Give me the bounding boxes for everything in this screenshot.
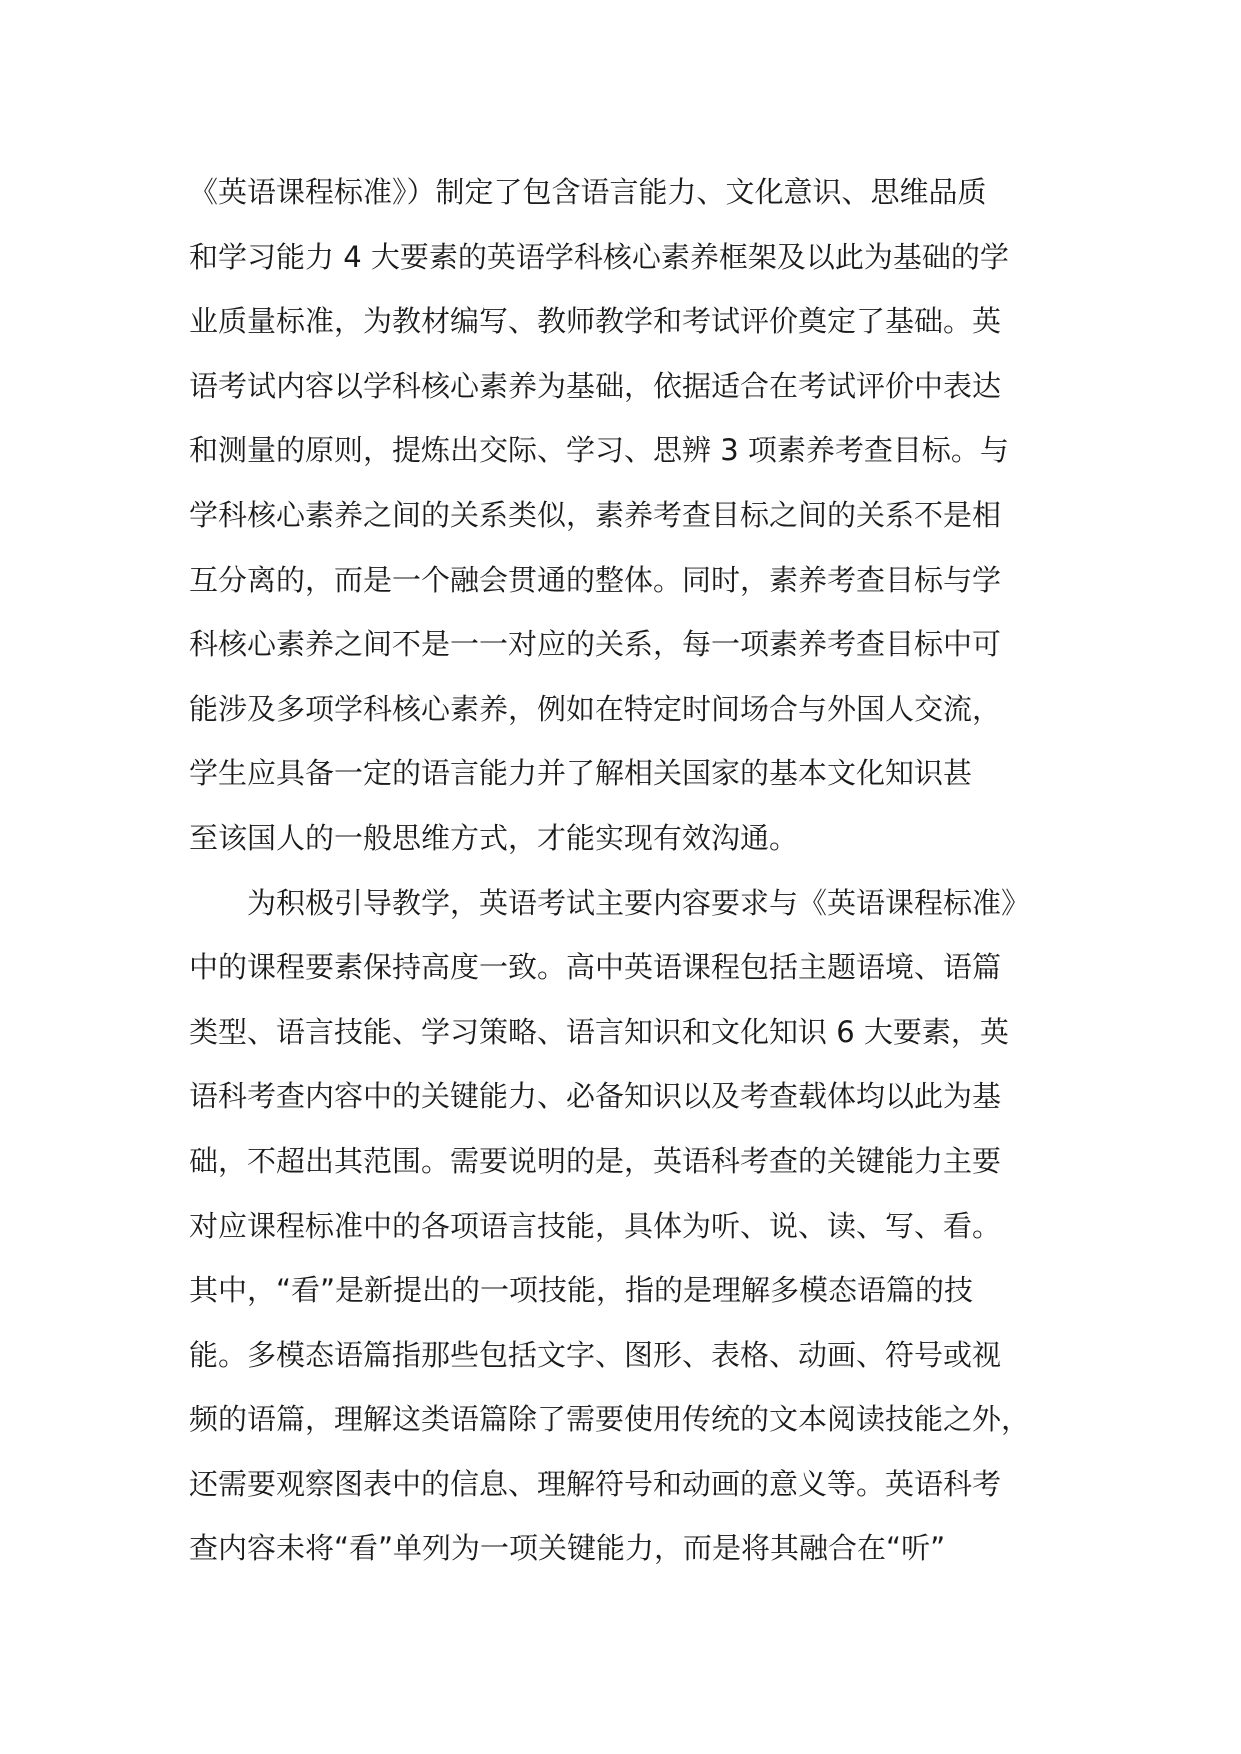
text-line: 对应课程标准中的各项语言技能，具体为听、说、读、写、看。: [189, 1208, 1002, 1243]
text-line: 其中，“看”是新提出的一项技能，指的是理解多模态语篇的技: [189, 1273, 974, 1308]
text-line: 查内容未将“看”单列为一项关键能力，而是将其融合在“听”: [189, 1531, 946, 1566]
text-line: 科核心素养之间不是一一对应的关系，每一项素养考查目标中可: [189, 627, 1002, 662]
text-line: 中的课程要素保持高度一致。高中英语课程包括主题语境、语篇: [189, 950, 1002, 985]
text-line: 学科核心素养之间的关系类似，素养考查目标之间的关系不是相: [189, 497, 1002, 532]
text-line: 频的语篇，理解这类语篇除了需要使用传统的文本阅读技能之外，: [189, 1402, 1031, 1437]
text-line: 语考试内容以学科核心素养为基础，依据适合在考试评价中表达: [189, 368, 1002, 403]
paragraph-2: [189, 871, 1069, 1582]
text-line: 能。多模态语篇指那些包括文字、图形、表格、动画、符号或视: [189, 1337, 1002, 1372]
text-line: 础，不超出其范围。需要说明的是，英语科考查的关键能力主要: [189, 1143, 1002, 1178]
text-line: 为积极引导教学，英语考试主要内容要求与《英语课程标准》: [247, 885, 1031, 920]
text-line: 能涉及多项学科核心素养，例如在特定时间场合与外国人交流，: [189, 691, 1002, 726]
text-line: 和测量的原则，提炼出交际、学习、思辨 3 项素养考查目标。与: [189, 433, 1009, 468]
text-line: 学生应具备一定的语言能力并了解相关国家的基本文化知识甚: [189, 756, 973, 791]
text-line: 类型、语言技能、学习策略、语言知识和文化知识 6 大要素，英: [189, 1014, 1009, 1049]
paragraph-1: [189, 160, 1069, 871]
text-line: 语科考查内容中的关键能力、必备知识以及考查载体均以此为基: [189, 1079, 1002, 1114]
text-line: 和学习能力 4 大要素的英语学科核心素养框架及以此为基础的学: [189, 239, 1009, 274]
text-line: 互分离的，而是一个融会贯通的整体。同时，素养考查目标与学: [189, 562, 1002, 597]
body-text: [189, 160, 1069, 1581]
text-line: 《英语课程标准》）制定了包含语言能力、文化意识、思维品质: [189, 175, 987, 209]
text-line: 还需要观察图表中的信息、理解符号和动画的意义等。英语科考: [189, 1466, 1002, 1501]
text-line: 业质量标准，为教材编写、教师教学和考试评价奠定了基础。英: [189, 304, 1002, 339]
text-line: 至该国人的一般思维方式，才能实现有效沟通。: [189, 820, 799, 855]
